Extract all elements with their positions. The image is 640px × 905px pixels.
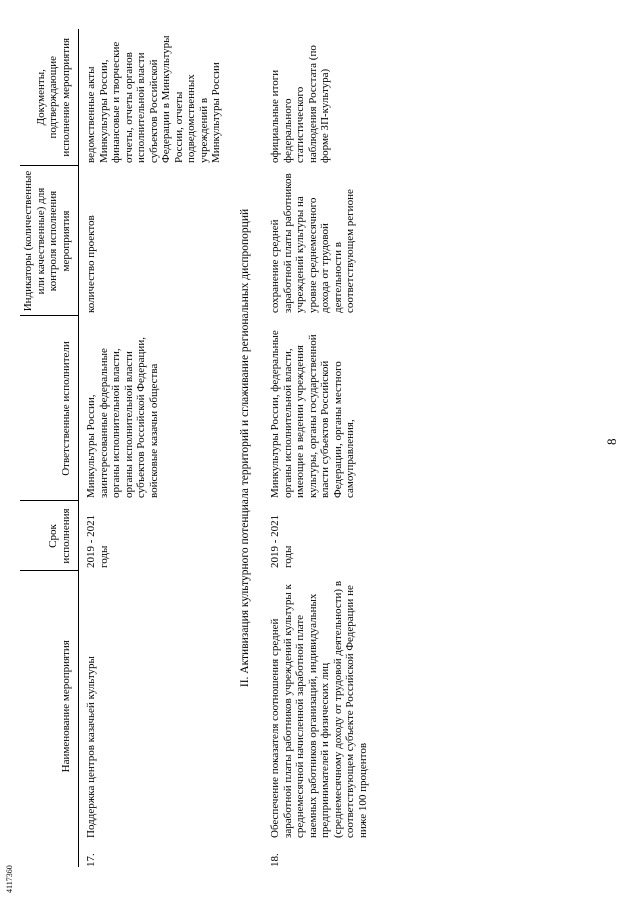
section-title: II. Активизация культурного потенциала территорий и сглаживание региональных диспропорций: [238, 208, 251, 688]
row-indicators: сохранение средней заработной платы работников учреждений культуры на уровне среднемесячного дохода от трудовой деятельности в соответствующем регионе: [269, 173, 356, 313]
row-term: 2019 - 2021 годы: [269, 514, 294, 568]
header-documents: Документы, подтверждающие исполнение мероприятия: [20, 29, 79, 166]
row-term: 2019 - 2021 годы: [85, 514, 110, 568]
header-term: Срок исполнения: [20, 501, 79, 571]
header-executors: Ответственные исполнители: [20, 316, 79, 501]
table-header-row: [20, 29, 79, 867]
row-documents: официальные итоги федерального статистического наблюдения Росстата (по форме ЗП-культура): [269, 45, 331, 163]
row-documents: ведомственные акты Минкультуры России, финансовые и творческие отчеты, отчеты органов исполнительной власти субъектов Российской Федерации в Минкультуры России, отчеты подведомственных учреждений в Минкультуры России: [85, 35, 222, 163]
header-indicators: Индикаторы (количественные или качественные) для контроля исполнения мероприятия: [20, 166, 79, 316]
header-number: [20, 841, 79, 867]
row-name: Обеспечение показателя соотношения средней заработной платы работников учреждений культуры к среднемесячной начисленной заработной плате наемных работников организаций, индивидуальных предпринимателей и физических лиц (среднемесячному доходу от трудовой деятельности) в соответствующем субъекте Российской Федерации не ниже 100 процентов: [269, 580, 369, 838]
document-stamp: 4117360: [5, 865, 14, 893]
section-row: [225, 29, 264, 867]
page-number: 8: [604, 438, 619, 445]
row-number: 17.: [85, 853, 97, 867]
header-name: Наименование мероприятия: [20, 571, 79, 841]
table-row: [79, 29, 225, 867]
row-executors: Минкультуры России, федеральные органы исполнительной власти, имеющие в ведении учреждения культуры, органы государственной власти субъектов Российской Федерации, органы местного самоуправления,: [269, 330, 356, 498]
table-row: [263, 29, 371, 867]
row-name: Поддержка центров казачьей культуры: [85, 656, 97, 838]
measures-table: [20, 29, 371, 867]
row-indicators: количество проектов: [85, 215, 97, 313]
row-number: 18.: [269, 853, 281, 867]
row-executors: Минкультуры России, заинтересованные федеральные органы исполнительной власти, органы исполнительной власти субъектов Российской Федерации, войсковые казачьи общества: [85, 337, 160, 498]
